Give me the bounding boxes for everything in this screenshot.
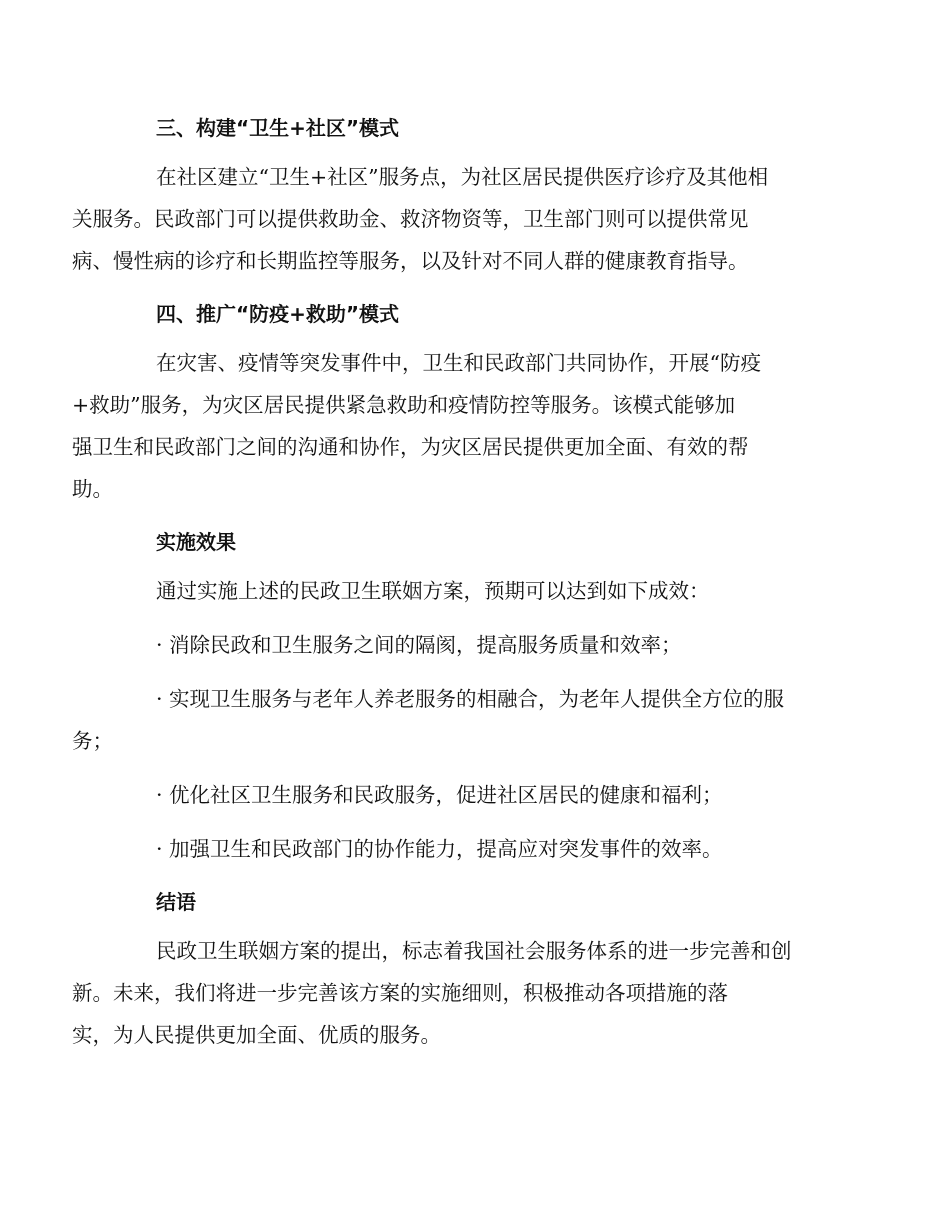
paragraph-line: +救助”服务，为灾区居民提供紧急救助和疫情防控等服务。该模式能够加 [72,393,736,417]
paragraph-line: 强卫生和民政部门之间的沟通和协作，为灾区居民提供更加全面、有效的帮 [72,435,749,459]
paragraph-line: 关服务。民政部门可以提供救助金、救济物资等，卫生部门则可以提供常见 [72,207,749,231]
document-content [72,108,834,1068]
bullet-line: · 加强卫生和民政部门的协作能力，提高应对突发事件的效率。 [156,837,723,861]
paragraph-line: 在灾害、疫情等突发事件中，卫生和民政部门共同协作，开展“防疫 [156,351,761,375]
section-4-paragraph [72,342,834,510]
bullet-line: · 消除民政和卫生服务之间的隔阂，提高服务质量和效率； [156,633,682,657]
bullet-line: · 实现卫生服务与老年人养老服务的相融合，为老年人提供全方位的服 [156,687,785,711]
effects-intro [114,570,834,612]
section-4-heading: 四、推广“防疫+救助”模式 [156,302,400,326]
paragraph-line: 在社区建立“卫生+社区”服务点，为社区居民提供医疗诊疗及其他相 [156,165,769,189]
conclusion-heading: 结语 [156,890,196,914]
paragraph-line: 助。 [72,477,113,501]
paragraph-line: 民政卫生联姻方案的提出，标志着我国社会服务体系的进一步完善和创 [156,939,792,963]
effects-bullet-3 [114,774,834,816]
effects-bullet-2 [72,678,834,762]
paragraph-line: 新。未来，我们将进一步完善该方案的实施细则，积极推动各项措施的落 [72,981,728,1005]
section-3-paragraph [72,156,834,282]
conclusion-paragraph [72,930,834,1056]
section-3-heading: 三、构建“卫生+社区”模式 [156,116,400,140]
paragraph-line: 病、慢性病的诊疗和长期监控等服务，以及针对不同人群的健康教育指导。 [72,249,749,273]
effects-bullet-1 [114,624,834,666]
bullet-line: 务； [72,729,113,753]
paragraph-line: 实，为人民提供更加全面、优质的服务。 [72,1023,441,1047]
effects-heading: 实施效果 [156,530,236,554]
effects-bullet-4 [114,828,834,870]
bullet-line: · 优化社区卫生服务和民政服务，促进社区居民的健康和福利； [156,783,723,807]
paragraph-line: 通过实施上述的民政卫生联姻方案，预期可以达到如下成效： [156,579,710,603]
